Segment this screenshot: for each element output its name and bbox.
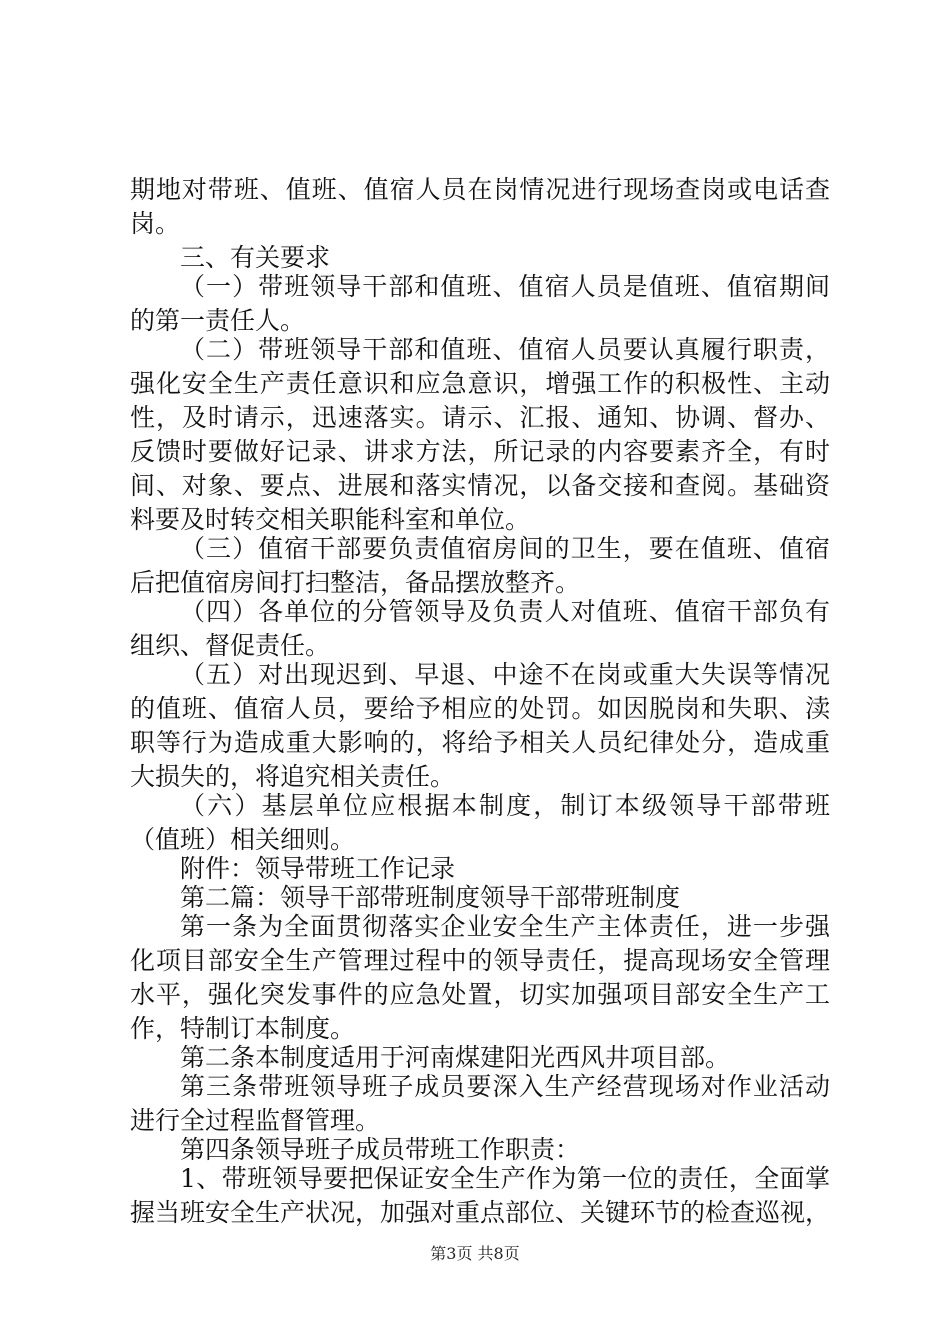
text-line: 第四条领导班子成员带班工作职责：: [180, 1135, 581, 1164]
text-line: 进行全过程监督管理。: [130, 1106, 381, 1135]
text-line: 握当班安全生产状况，加强对重点部位、关键环节的检查巡视，: [130, 1198, 830, 1227]
text-line: 第三条带班领导班子成员要深入生产经营现场对作业活动: [180, 1072, 830, 1101]
text-line: （四）各单位的分管领导及负责人对值班、值宿干部负有: [180, 597, 830, 626]
text-line: 的值班、值宿人员，要给予相应的处罚。如因脱岗和失职、渎: [130, 694, 830, 723]
text-line: 化项目部安全生产管理过程中的领导责任，提高现场安全管理: [130, 946, 830, 975]
section-heading: 第二篇：领导干部带班制度领导干部带班制度: [180, 883, 681, 912]
text-line: 水平，强化突发事件的应急处置，切实加强项目部安全生产工: [130, 980, 830, 1009]
text-line: （值班）相关细则。: [130, 825, 356, 854]
text-line: （五）对出现迟到、早退、中途不在岗或重大失误等情况: [180, 660, 830, 689]
page-number-footer: 第3页 共8页: [430, 1244, 520, 1263]
text-line: 间、对象、要点、进展和落实情况，以备交接和查阅。基础资: [130, 471, 830, 500]
text-line: 性，及时请示，迅速落实。请示、汇报、通知、协调、督办、: [130, 403, 830, 432]
text-line: （六）基层单位应根据本制度，制订本级领导干部带班: [180, 791, 830, 820]
section-heading: 三、有关要求: [180, 243, 331, 272]
text-line: 料要及时转交相关职能科室和单位。: [130, 505, 531, 534]
text-line: 岗。: [130, 209, 181, 238]
text-line: 作，特制订本制度。: [130, 1014, 356, 1043]
text-line: 期地对带班、值班、值宿人员在岗情况进行现场查岗或电话查: [130, 175, 830, 204]
text-line: 1、带班领导要把保证安全生产作为第一位的责任，全面掌: [180, 1164, 830, 1193]
text-line: 后把值宿房间打扫整洁，备品摆放整齐。: [130, 568, 581, 597]
text-line: 组织、督促责任。: [130, 631, 331, 660]
text-line: 第一条为全面贯彻落实企业安全生产主体责任，进一步强: [180, 912, 830, 941]
text-line: 的第一责任人。: [130, 306, 306, 335]
text-line: （二）带班领导干部和值班、值宿人员要认真履行职责，: [180, 335, 830, 364]
text-line: 反馈时要做好记录、讲求方法，所记录的内容要素齐全，有时: [130, 437, 830, 466]
text-line: 强化安全生产责任意识和应急意识，增强工作的积极性、主动: [130, 369, 830, 398]
text-line: 第二条本制度适用于河南煤建阳光西风井项目部。: [180, 1043, 731, 1072]
text-line: （三）值宿干部要负责值宿房间的卫生，要在值班、值宿: [180, 534, 830, 563]
text-line: 职等行为造成重大影响的，将给予相关人员纪律处分，造成重: [130, 728, 830, 757]
text-line: 大损失的，将追究相关责任。: [130, 762, 456, 791]
text-line: 附件：领导带班工作记录: [180, 854, 456, 883]
text-line: （一）带班领导干部和值班、值宿人员是值班、值宿期间: [180, 272, 830, 301]
